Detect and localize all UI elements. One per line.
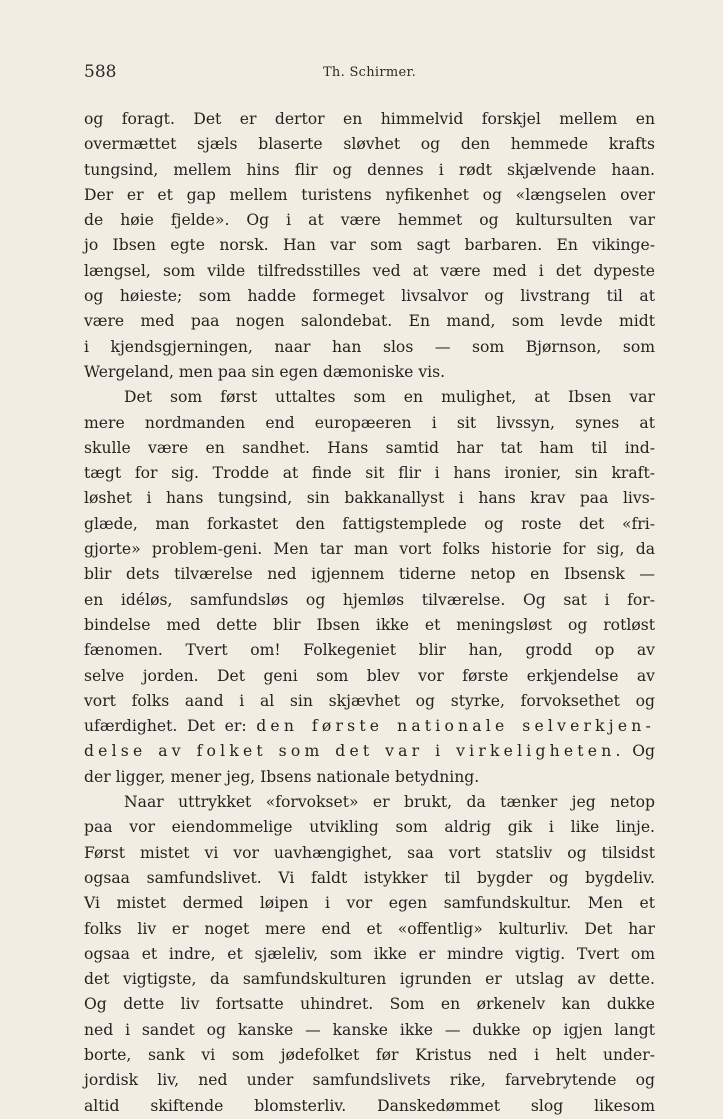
text-line: skulle være en sandhet. Hans samtid har tat ham til ind-	[84, 438, 655, 457]
page-number: 588	[84, 62, 117, 82]
spaced-emphasis: delse av folket som det var i virkeligheten.	[84, 742, 625, 761]
text-line: ogsaa et indre, et sjæleliv, som ikke er mindre vigtig. Tvert om	[84, 944, 655, 963]
text-line: folks liv er noget mere end et «offentlig» kulturliv. Det har	[84, 919, 655, 938]
text-segment: Og	[624, 742, 655, 761]
text-line: og foragt. Det er dertor en himmelvid forskjel mellem en	[84, 110, 655, 128]
text-line: jordisk liv, ned under samfundslivets rike, farvebrytende og	[84, 1071, 655, 1090]
text-segment: ufærdighet. Det er:	[84, 717, 247, 736]
text-line: ned i sandet og kanske — kanske ikke — dukke op igjen langt	[84, 1020, 655, 1039]
text-line: i kjendsgjerningen, naar han slos — som Bjørnson, som	[84, 337, 655, 356]
text-line: glæde, man forkastet den fattigstemplede og roste det «fri-	[84, 514, 655, 533]
page-header	[84, 62, 655, 86]
text-line: Der er et gap mellem turistens nyfikenhet og «længselen over	[84, 185, 655, 204]
text-line: Wergeland, men paa sin egen dæmoniske vis.	[84, 362, 446, 381]
text-line-with-spaced-emphasis	[84, 714, 655, 739]
text-line: gjorte» problem-geni. Men tar man vort folks historie for sig, da	[84, 540, 655, 559]
text-line: jo Ibsen egte norsk. Han var som sagt barbaren. En vikinge-	[84, 236, 655, 255]
text-line: ogsaa samfundslivet. Vi faldt istykker til bygder og bygdeliv.	[84, 868, 655, 887]
text-line: det vigtigste, da samfundskulturen igrunden er utslag av dette.	[84, 970, 655, 989]
text-line: en idéløs, samfundsløs og hjemløs tilværelse. Og sat i for-	[84, 590, 655, 609]
text-line: Først mistet vi vor uavhængighet, saa vort statsliv og tilsidst	[84, 843, 655, 862]
text-line: de høie fjelde». Og i at være hemmet og kultursulten var	[84, 211, 655, 230]
text-line: Det som først uttaltes som en mulighet, at Ibsen var	[124, 388, 655, 407]
text-line: være med paa nogen salondebat. En mand, som levde midt	[84, 312, 655, 331]
text-line: Og dette liv fortsatte uhindret. Som en ørkenelv kan dukke	[84, 995, 655, 1014]
text-line: der ligger, mener jeg, Ibsens nationale betydning.	[84, 767, 480, 786]
text-line: blir dets tilværelse ned igjennem tiderne netop en Ibsensk —	[84, 565, 655, 584]
text-line: selve jorden. Det geni som blev vor første erkjendelse av	[84, 666, 655, 685]
text-line: Naar uttrykket «forvokset» er brukt, da tænker jeg netop	[124, 793, 655, 812]
text-line: overmættet sjæls blaserte sløvhet og den hemmede krafts	[84, 135, 655, 154]
text-line: paa vor eiendommelige utvikling som aldrig gik i like linje.	[84, 818, 655, 837]
spaced-emphasis: den første nationale selverkjen-	[256, 717, 655, 736]
text-line: tungsind, mellem hins flir og dennes i rødt skjælvende haan.	[84, 160, 655, 179]
text-line: fænomen. Tvert om! Folkegeniet blir han, grodd op av	[84, 641, 655, 660]
running-head: Th. Schirmer.	[322, 65, 417, 80]
text-line: bindelse med dette blir Ibsen ikke et meningsløst og rotløst	[84, 615, 655, 634]
text-line: mere nordmanden end europæeren i sit livssyn, synes at	[84, 413, 655, 432]
text-line: Vi mistet dermed løipen i vor egen samfundskultur. Men et	[84, 894, 655, 913]
text-line: og høieste; som hadde formeget livsalvor og livstrang til at	[84, 287, 655, 306]
text-line: tægt for sig. Trodde at finde sit flir i hans ironier, sin kraft-	[84, 464, 655, 483]
text-line: vort folks aand i al sin skjævhet og styrke, forvoksethet og	[84, 691, 655, 710]
text-line: længsel, som vilde tilfredsstilles ved at være med i det dypeste	[84, 261, 655, 280]
text-line-with-spaced-emphasis	[84, 739, 655, 764]
text-line: altid skiftende blomsterliv. Danskedømmet slog likesom	[84, 1096, 655, 1115]
text-line: borte, sank vi som jødefolket før Kristus ned i helt under-	[84, 1045, 655, 1064]
text-line: løshet i hans tungsind, sin bakkanallyst i hans krav paa livs-	[84, 489, 655, 508]
body-text	[84, 107, 655, 1119]
